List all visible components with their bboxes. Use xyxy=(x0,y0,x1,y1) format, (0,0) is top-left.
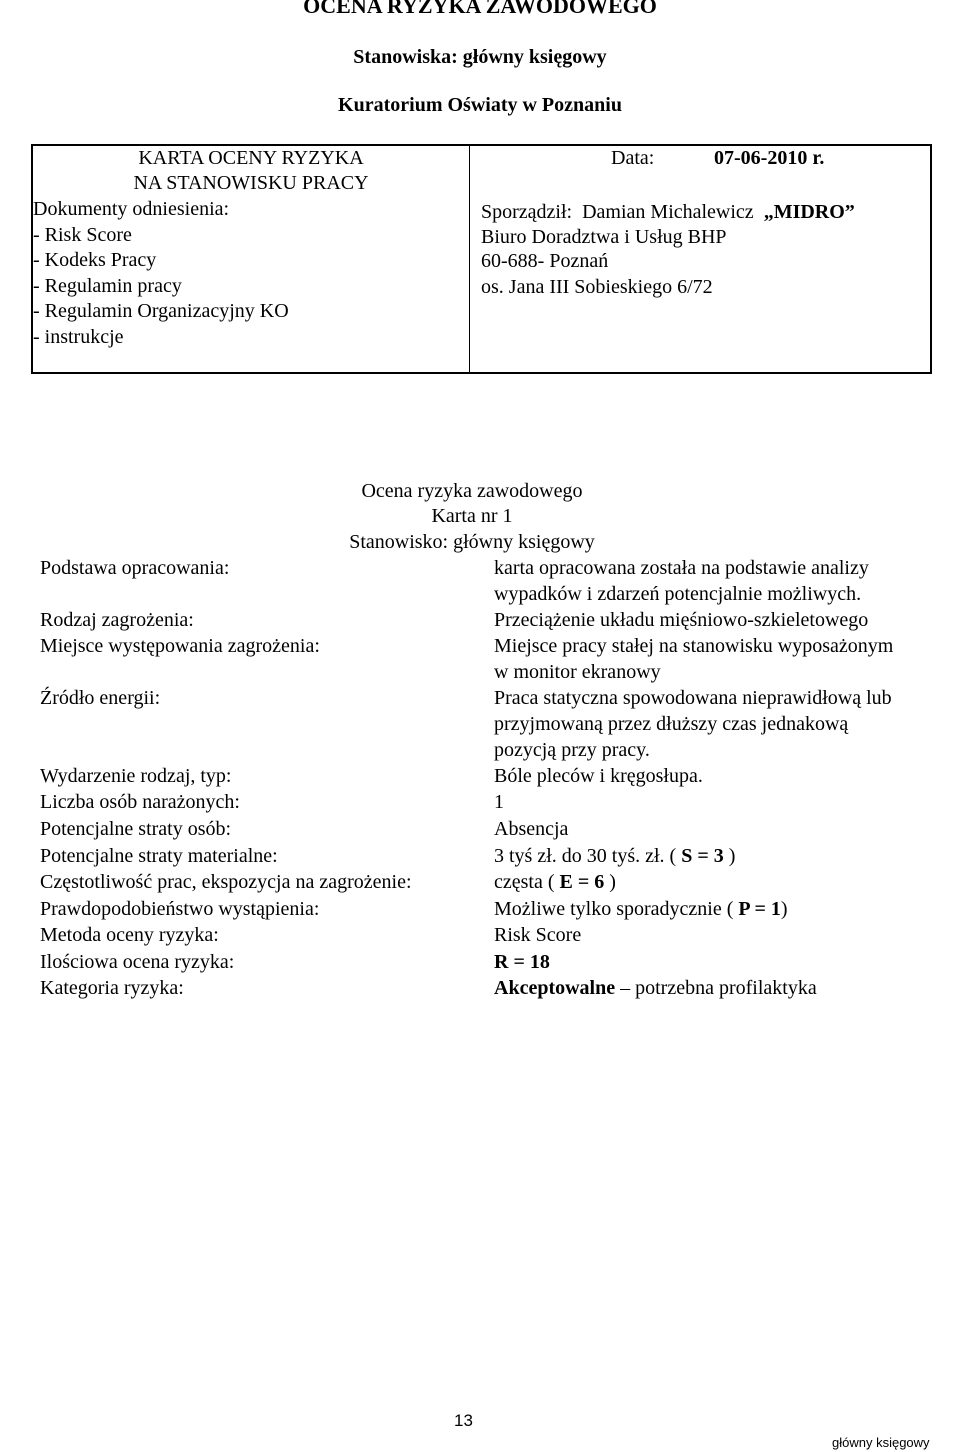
prepared-by-label: Sporządził: xyxy=(481,201,573,223)
card-number: Karta nr 1 xyxy=(431,505,513,527)
risk-category-value: Akceptowalne xyxy=(494,977,616,999)
row-value-hazard-location: Miejsce pracy stałej na stanowisku wyposażonym xyxy=(494,635,894,657)
row-value-energy-source: pozycją przy pracy. xyxy=(494,739,650,761)
row-label-exposure: Częstotliwość prac, ekspozycja na zagrożenie: xyxy=(40,871,412,893)
reference-doc-item: - Regulamin Organizacyjny KO xyxy=(33,300,289,322)
date-label: Data: xyxy=(611,147,655,169)
row-label-hazard-location: Miejsce występowania zagrożenia: xyxy=(40,635,320,657)
row-label-exposed-count: Liczba osób narażonych: xyxy=(40,791,240,813)
row-label-probability: Prawdopodobieństwo wystąpienia: xyxy=(40,898,320,920)
position-heading: Stanowiska: główny księgowy xyxy=(353,46,607,68)
row-value-basis: wypadków i zdarzeń potencjalnie możliwych. xyxy=(494,583,862,605)
row-value-exposed-count: 1 xyxy=(494,791,504,813)
date-value: 07-06-2010 r. xyxy=(714,147,825,169)
row-value-hazard-type: Przeciążenie układu mięśniowo-szkieletowego xyxy=(494,609,869,631)
row-label-personal-losses: Potencjalne straty osób: xyxy=(40,818,232,840)
row-label-basis: Podstawa opracowania: xyxy=(40,557,230,579)
reference-doc-item: - Kodeks Pracy xyxy=(33,249,157,271)
card-heading-1: KARTA OCENY RYZYKA xyxy=(138,147,364,169)
row-value-method: Risk Score xyxy=(494,924,582,946)
company-name: „MIDRO” xyxy=(763,201,855,223)
address-line: os. Jana III Sobieskiego 6/72 xyxy=(481,276,713,298)
row-value-energy-source: Praca statyczna spowodowana nieprawidłową lub xyxy=(494,687,892,709)
info-box-divider xyxy=(469,146,470,372)
postal-line: 60-688- Poznań xyxy=(481,250,609,272)
prepared-by-name: Damian Michalewicz xyxy=(582,201,754,223)
row-value-energy-source: przyjmowaną przez dłuższy czas jednakową xyxy=(494,713,849,735)
row-value-hazard-location: w monitor ekranowy xyxy=(494,661,661,683)
probability-value: P = 1 xyxy=(738,898,781,920)
company-line: Biuro Doradztwa i Usług BHP xyxy=(481,226,727,248)
row-value-exposure: częsta ( E = 6 ) xyxy=(494,871,616,893)
footer-text: główny księgowy xyxy=(832,1435,930,1450)
reference-doc-item: - Risk Score xyxy=(33,224,132,246)
card-title: Ocena ryzyka zawodowego xyxy=(361,480,583,502)
row-label-event-type: Wydarzenie rodzaj, typ: xyxy=(40,765,232,787)
card-heading-2: NA STANOWISKU PRACY xyxy=(133,172,369,194)
row-value-quantitative-risk: R = 18 xyxy=(494,951,550,973)
severity-value: S = 3 xyxy=(681,845,724,867)
page-number: 13 xyxy=(454,1411,473,1430)
reference-doc-item: - instrukcje xyxy=(33,326,124,348)
row-value-personal-losses: Absencja xyxy=(494,818,569,840)
row-label-hazard-type: Rodzaj zagrożenia: xyxy=(40,609,194,631)
row-value-basis: karta opracowana została na podstawie analizy xyxy=(494,557,869,579)
exposure-value: E = 6 xyxy=(559,871,605,893)
row-value-risk-category: Akceptowalne – potrzebna profilaktyka xyxy=(494,977,817,999)
row-label-quantitative-risk: Ilościowa ocena ryzyka: xyxy=(40,951,235,973)
info-box xyxy=(31,144,932,374)
reference-doc-item: - Regulamin pracy xyxy=(33,275,182,297)
row-label-risk-category: Kategoria ryzyka: xyxy=(40,977,184,999)
row-label-method: Metoda oceny ryzyka: xyxy=(40,924,219,946)
institution-heading: Kuratorium Oświaty w Poznaniu xyxy=(338,94,622,116)
prepared-by-line xyxy=(481,200,855,225)
row-label-material-losses: Potencjalne straty materialne: xyxy=(40,845,278,867)
row-value-probability: Możliwe tylko sporadycznie ( P = 1) xyxy=(494,898,788,920)
document-title: OCENA RYZYKA ZAWODOWEGO xyxy=(303,0,657,18)
row-label-energy-source: Źródło energii: xyxy=(40,687,161,709)
reference-docs-label: Dokumenty odniesienia: xyxy=(33,198,230,220)
row-value-material-losses: 3 tyś zł. do 30 tyś. zł. ( S = 3 ) xyxy=(494,845,736,867)
row-value-event-type: Bóle pleców i kręgosłupa. xyxy=(494,765,703,787)
card-position: Stanowisko: główny księgowy xyxy=(349,531,595,553)
